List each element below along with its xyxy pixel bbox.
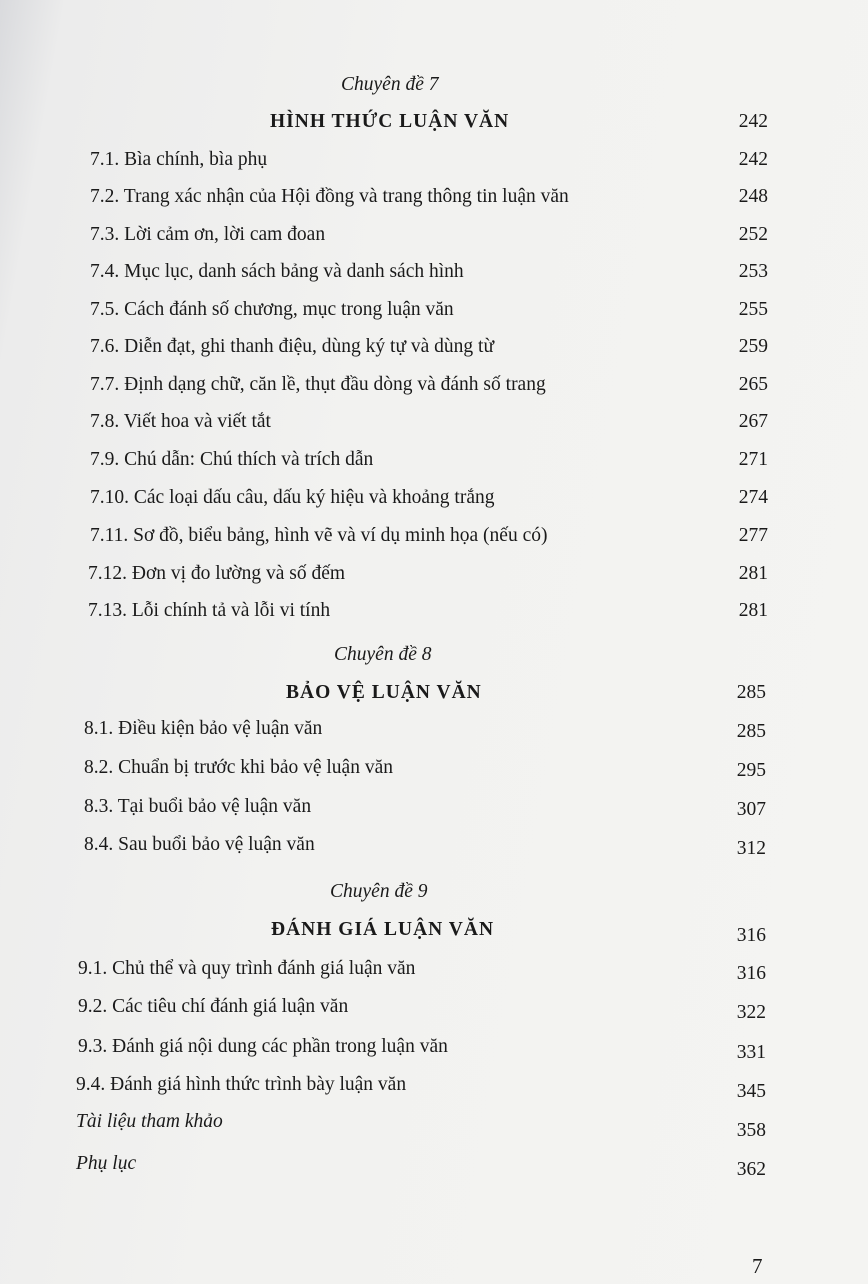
toc-entry: 7.4. Mục lục, danh sách bảng và danh sách hình [90, 261, 464, 282]
toc-entry-page: 277 [738, 525, 768, 546]
toc-entry-page: 253 [738, 261, 768, 282]
section-heading-7: HÌNH THỨC LUẬN VĂN [270, 111, 510, 132]
toc-entry: 9.1. Chủ thể và quy trình đánh giá luận văn [78, 958, 416, 979]
toc-entry: 7.6. Diễn đạt, ghi thanh điệu, dùng ký tự và dùng từ [90, 336, 495, 357]
section-heading-page-9: 316 [736, 925, 766, 946]
toc-entry-page: 242 [738, 149, 768, 170]
toc-entry-page: 316 [736, 963, 766, 984]
toc-back-matter-references: Tài liệu tham khảo [76, 1111, 223, 1132]
toc-entry-page: 307 [736, 799, 766, 820]
toc-entry-page: 252 [738, 224, 768, 245]
toc-entry: 8.2. Chuẩn bị trước khi bảo vệ luận văn [84, 757, 393, 778]
toc-entry: 8.1. Điều kiện bảo vệ luận văn [84, 718, 323, 739]
toc-entry-page: 265 [738, 374, 768, 395]
toc-entry-page: 259 [738, 336, 768, 357]
toc-entry-page: 312 [736, 838, 766, 859]
toc-entry-page: 274 [738, 487, 768, 508]
chapter-label-9: Chuyên đề 9 [330, 881, 428, 902]
chapter-label-7: Chuyên đề 7 [341, 74, 439, 95]
toc-entry: 7.1. Bìa chính, bìa phụ [90, 149, 268, 170]
toc-entry-page: 322 [736, 1002, 766, 1023]
toc-entry: 7.10. Các loại dấu câu, dấu ký hiệu và khoảng trắng [90, 487, 495, 508]
toc-entry: 8.4. Sau buổi bảo vệ luận văn [84, 834, 315, 855]
toc-entry-page: 271 [738, 449, 768, 470]
toc-entry-page: 362 [736, 1159, 766, 1180]
toc-entry: 7.8. Viết hoa và viết tắt [90, 411, 271, 432]
toc-entry-page: 281 [738, 563, 768, 584]
toc-entry-page: 295 [736, 760, 766, 781]
toc-entry: 8.3. Tại buổi bảo vệ luận văn [84, 796, 312, 817]
toc-entry: 7.5. Cách đánh số chương, mục trong luận văn [90, 299, 454, 320]
toc-entry-page: 358 [736, 1120, 766, 1141]
toc-entry: 7.11. Sơ đồ, biểu bảng, hình vẽ và ví dụ minh họa (nếu có) [90, 525, 548, 546]
toc-entry: 9.4. Đánh giá hình thức trình bày luận văn [76, 1074, 407, 1095]
section-heading-page-7: 242 [738, 111, 768, 132]
section-heading-8: BẢO VỆ LUẬN VĂN [286, 682, 482, 703]
toc-back-matter-appendix: Phụ lục [76, 1153, 137, 1174]
page-number: 7 [752, 1254, 763, 1278]
chapter-label-8: Chuyên đề 8 [334, 644, 432, 665]
toc-entry-page: 255 [738, 299, 768, 320]
toc-entry: 7.2. Trang xác nhận của Hội đồng và trang thông tin luận văn [90, 186, 569, 207]
toc-entry-page: 285 [736, 721, 766, 742]
toc-entry-page: 345 [736, 1081, 766, 1102]
section-heading-page-8: 285 [736, 682, 766, 703]
toc-entry-page: 248 [738, 186, 768, 207]
toc-entry: 7.9. Chú dẫn: Chú thích và trích dẫn [90, 449, 374, 470]
toc-entry: 7.7. Định dạng chữ, căn lề, thụt đầu dòng và đánh số trang [90, 374, 546, 395]
toc-entry-page: 331 [736, 1042, 766, 1063]
toc-entry: 7.12. Đơn vị đo lường và số đếm [88, 563, 346, 584]
toc-entry: 7.13. Lỗi chính tả và lỗi vi tính [88, 600, 331, 621]
section-heading-9: ĐÁNH GIÁ LUẬN VĂN [271, 919, 495, 940]
toc-entry-page: 267 [738, 411, 768, 432]
toc-entry: 7.3. Lời cảm ơn, lời cam đoan [90, 224, 326, 245]
toc-entry-page: 281 [738, 600, 768, 621]
toc-entry: 9.3. Đánh giá nội dung các phần trong luận văn [78, 1036, 448, 1057]
toc-entry: 9.2. Các tiêu chí đánh giá luận văn [78, 996, 349, 1017]
